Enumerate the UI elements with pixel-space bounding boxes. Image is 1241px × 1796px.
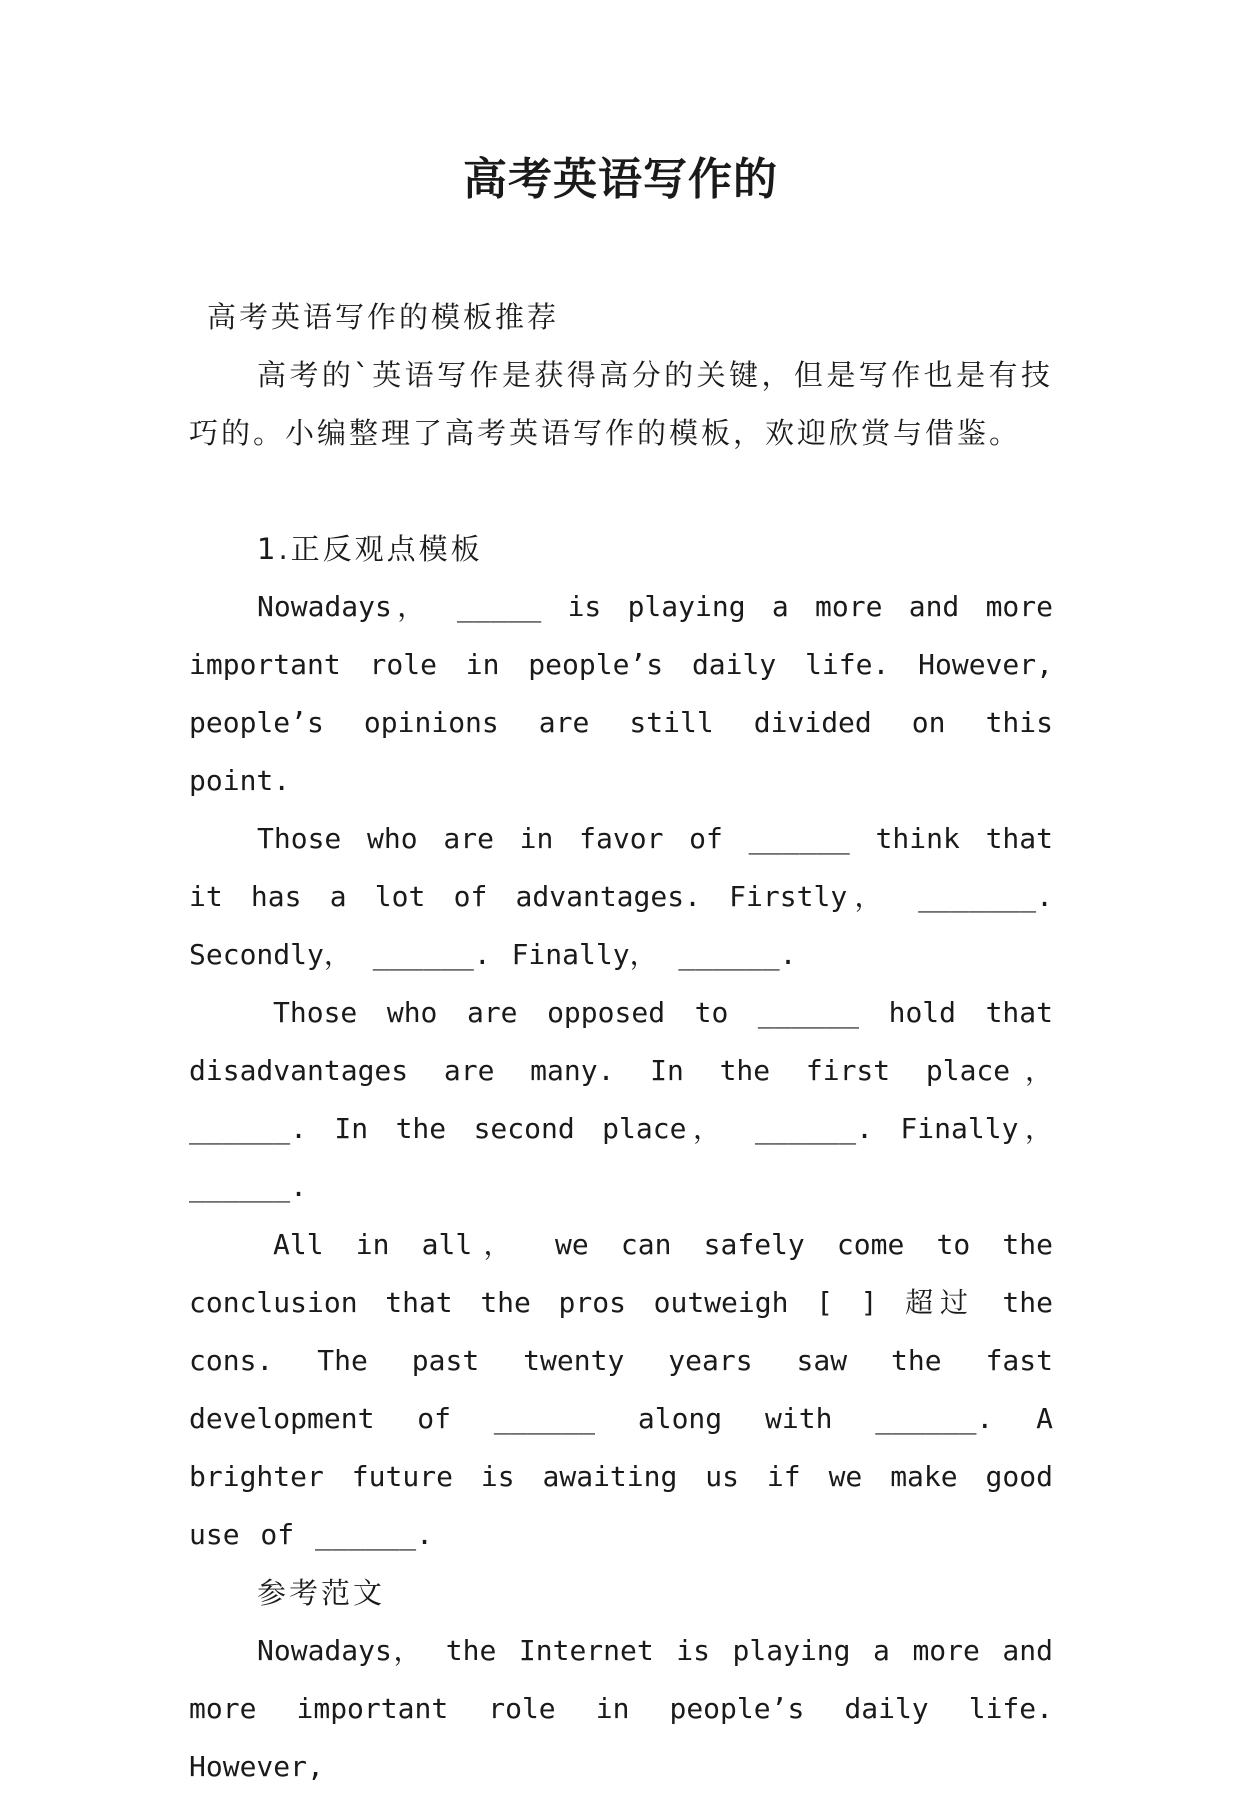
template-paragraph-pros: Those who are in favor of ______ think that it has a lot of advantages. Firstly， _______. Secondly， ______. Finally， ______. (189, 822, 1053, 971)
sample-essay-paragraph: Nowadays， the Internet is playing a more and more important role in people’s daily life. However, (189, 1634, 1053, 1783)
template-paragraph-cons: Those who are opposed to ______ hold that disadvantages are many. In the first place， ______. In the second place， ______. Finally， ______. (189, 996, 1053, 1203)
document-title: 高考英语写作的 (463, 154, 778, 205)
template-paragraph-conclusion: All in all， we can safely come to the conclusion that the pros outweigh [ ] 超过 the cons. The past twenty years saw the fast development of ______ along with ______. A brighter future is awaiting us if we make good use of ______. (189, 1228, 1053, 1551)
document-body (189, 288, 1053, 1796)
section-heading: 1.正反观点模板 (257, 532, 483, 566)
subtitle-paragraph: 高考英语写作的模板推荐 (207, 300, 560, 334)
sample-essay-heading: 参考范文 (257, 1576, 386, 1610)
template-paragraph-opening: Nowadays， _____ is playing a more and more important role in people’s daily life. However, people’s opinions are still divided on this point. (189, 590, 1053, 797)
intro-paragraph: 高考的`英语写作是获得高分的关键，但是写作也是有技巧的。小编整理了高考英语写作的模板，欢迎欣赏与借鉴。 (189, 358, 1053, 450)
